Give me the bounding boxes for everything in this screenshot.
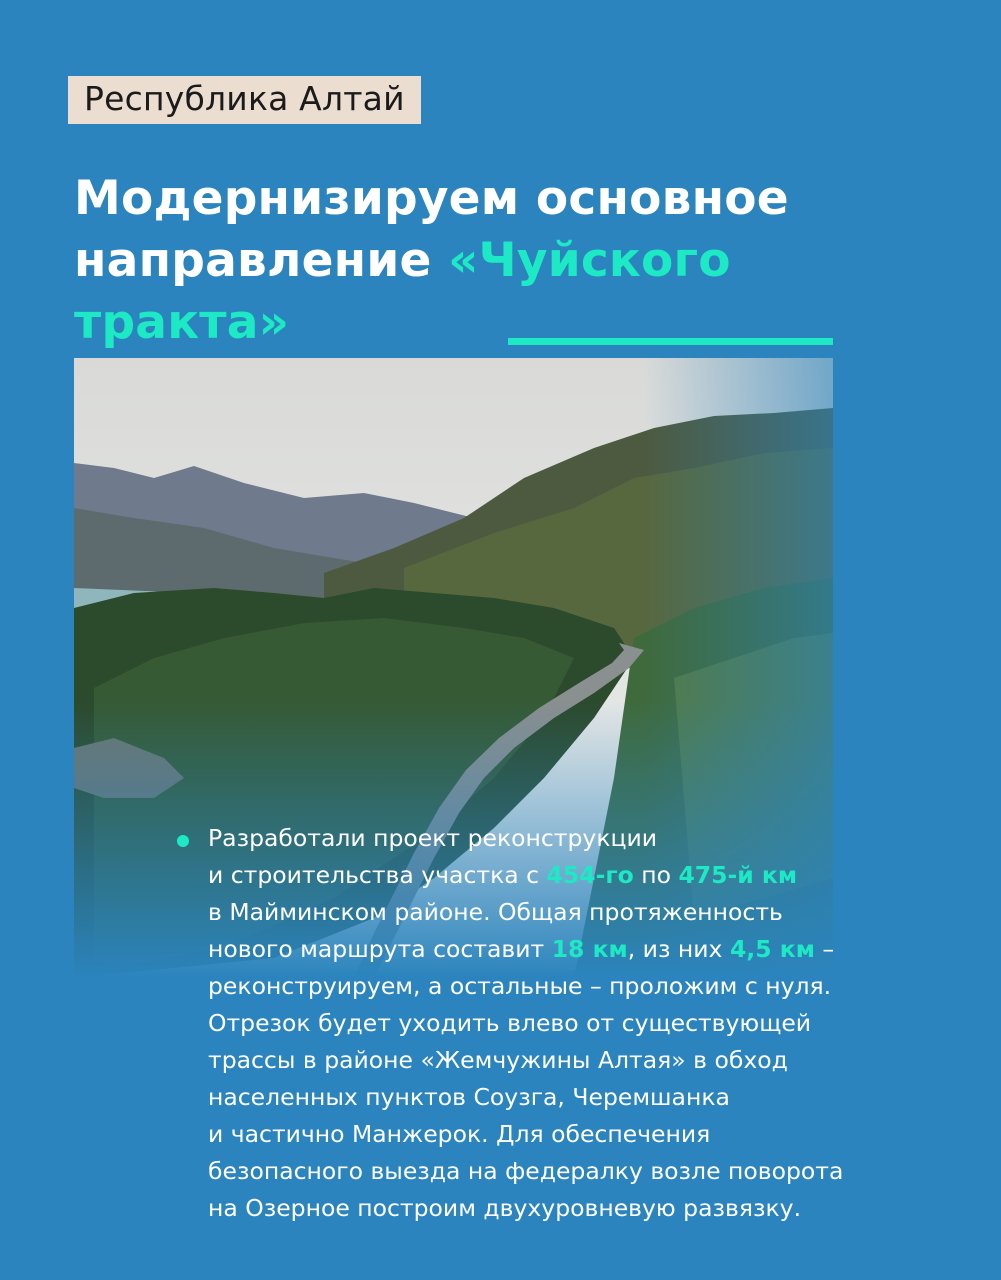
title-line-2 xyxy=(74,230,954,354)
reconstruct-length-value: 4,5 км xyxy=(729,935,815,963)
body-line: населенных пунктов Соузга, Черемшанка xyxy=(208,1083,730,1111)
body-line: и частично Манжерок. Для обеспечения xyxy=(208,1120,711,1148)
page-title xyxy=(74,168,954,354)
body-text-span: и строительства участка с xyxy=(208,861,547,889)
bullet-dot xyxy=(177,835,189,847)
body-line: трассы в районе «Жемчужины Алтая» в обход xyxy=(208,1046,788,1074)
body-text-span: , из них xyxy=(627,935,730,963)
km-end-value: 475-й км xyxy=(678,861,798,889)
body-text-span: – xyxy=(814,935,835,963)
body-line: Разработали проект реконструкции xyxy=(208,824,658,852)
accent-line xyxy=(508,338,833,345)
region-tag: Республика Алтай xyxy=(68,76,421,124)
body-line: в Майминском районе. Общая протяженность xyxy=(208,898,783,926)
body-line: безопасного выезда на федералку возле поворота xyxy=(208,1157,844,1185)
title-line-1: Модернизируем основное xyxy=(74,171,789,226)
body-line xyxy=(208,857,948,894)
body-line: реконструируем, а остальные – проложим с нуля. xyxy=(208,972,832,1000)
title-highlight: «Чуйского тракта» xyxy=(74,233,731,350)
km-start-value: 454-го xyxy=(546,861,634,889)
body-text-span: нового маршрута составит xyxy=(208,935,552,963)
body-line xyxy=(208,931,948,968)
body-line: Отрезок будет уходить влево от существующей xyxy=(208,1009,812,1037)
body-paragraph xyxy=(208,820,948,1227)
body-line: на Озерное построим двухуровневую развязку. xyxy=(208,1194,802,1222)
route-length-value: 18 км xyxy=(551,935,628,963)
title-prefix: направление xyxy=(74,233,449,288)
body-text-span: по xyxy=(633,861,679,889)
